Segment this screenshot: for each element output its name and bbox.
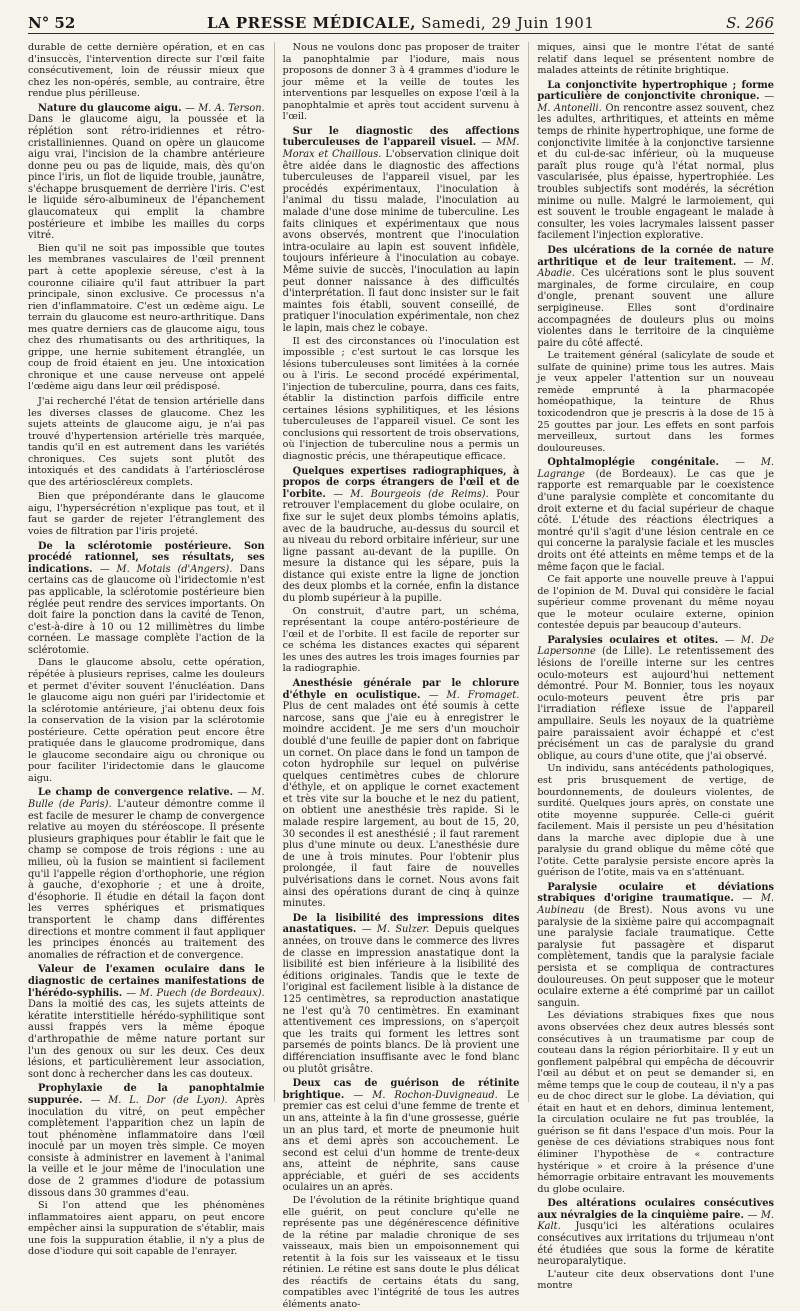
- masthead: [207, 14, 594, 32]
- article-lead: Ces ulcérations sont le plus souvent marginales, de forme circulaire, en coup d'ongle, prenant souvent une allure serpigineuse. Elles sont d'ordinaire accompagnées de douleurs plus ou moins violentes dans le territoire de la cinquième paire du côté affecté.: [537, 268, 775, 349]
- article-title: De la lisibilité des impressions dites anastatiques.: [282, 912, 520, 936]
- article-lead: (de Brest). Nous avons vu une paralysie de la sixième paire qui accompagnait une paralysie faciale traumatique. Cette paralysie fut passagère et disparut complètement, tandis que la paralysie faciale persista et se compliqua de contractures douloureuses. On peut supposer que le moteur oculaire externe a été comprimé par un caillot sanguin.: [537, 905, 775, 1009]
- article-author: — M. Fromaget.: [428, 689, 520, 701]
- article-lead: Depuis quelques années, on trouve dans le commerce des livres de classe en impression anastatique dont la lisibilité est bien inférieure à la lisibilité des éditions originales. Tandis que le texte de l'original est facilement lisible à la distance de 125 centimètres, sa reproduction anastatique ne l'est qu'à 70 centimètres. En examinant attentivement ces impressions, on s'aperçoit que les traits qui forment les lettres sont parsemés de points blancs. De là provient une différenciation insuffisante avec le fond blanc ou plutôt grisâtre.: [282, 924, 520, 1075]
- article-author: — M. Motais (d'Angers).: [99, 563, 233, 575]
- article-title: Anesthésie générale par le chlorure d'éthyle en oculistique.: [282, 677, 520, 701]
- article-author: — M. Sulzer.: [361, 924, 430, 936]
- column-2: [274, 42, 520, 1310]
- article-heading: [28, 103, 265, 242]
- article-author: — M. De Lapersonne: [537, 634, 774, 658]
- page-header: [28, 0, 774, 34]
- article-title: Sur le diagnostic des affections tuberculeuses de l'appareil visuel.: [282, 125, 520, 149]
- article-author: — M. A. Terson.: [185, 102, 265, 114]
- article-lead: Jusqu'ici les altérations oculaires consécutives aux irritations du trijumeau n'ont été étudiées que sous la forme de kératite neuroparalytique.: [537, 1221, 775, 1268]
- paragraph: L'auteur cite deux observations dont l'une montre: [537, 1268, 775, 1292]
- article-title: Valeur de l'examen oculaire dans le diagnostic de certaines manifestations de l'hérédo-syphilis.: [28, 964, 265, 999]
- article-lead: Pour retrouver l'emplacement du globe oculaire, on fixe sur le sujet deux plombs témoins aplatis, avec de la baudruche, au-dessus du sourcil et au niveau du rebord orbitaire inférieur, sur une ligne passant au-devant de la pupille. On mesure la distance qui les sépare, puis la distance qui existe entre la ligne de jonction des deux plombs et la cornée, enfin la distance du plomb supérieur à la pupille.: [282, 488, 520, 605]
- article-heading: [28, 964, 265, 1080]
- article-title: Quelques expertises radiographiques, à propos de corps étrangers de l'œil et de l'orbite.: [282, 465, 520, 500]
- column-1: [28, 42, 265, 1258]
- article-author: — MM. Morax et Chaillous.: [282, 137, 520, 161]
- article-lead: Après inoculation du vitré, on peut empêcher complètement l'apparition chez un lapin de tout phénomène inflammatoire dans l'œil inoculé par un moyen très simple. Ce moyen consiste à administrer en lavement à l'animal la veille et le jour même de l'inoculation une dose de 2 grammes d'iodure de potassium dissous dans 30 grammes d'eau.: [28, 1094, 265, 1199]
- article-lead: (de Bordeaux). Le cas que je rapporte est remarquable par le coexistence d'une paralysie complète et concomitante du droit externe et du facial supérieur de chaque côté. L'étude des réactions électriques a montré qu'il s'agit d'une lésion centrale en ce qui concerne la paralysie faciale et les muscles droits ont été atteints en même temps et de la même façon que le facial.: [537, 468, 775, 573]
- paragraph: miques, ainsi que le montre l'état de santé relatif dans lequel se présentent nombre de malades atteints de rétinite brightique.: [537, 42, 775, 77]
- article-author: — M. Lagrange: [537, 457, 775, 480]
- paragraph: De l'évolution de la rétinite brightique quand elle guérit, on peut conclure qu'elle ne représente pas une dégénérescence définitive de la rétine par maladie chronique de ses vaisseaux, mais bien un empoisonnement qui retentit à la fois sur les vaisseaux et le tissu rétinien. Le rétine est sans doute le plus délicat des réactifs de certains états du sang, compatibles avec l'intégrité de tous les autres éléments anato-: [282, 1195, 520, 1310]
- paragraph: Les déviations strabiques fixes que nous avons observées chez deux autres blessés sont consécutives à un traumatisme par coup de couteau dans la région périorbitaire. Il y eut un gonflement palpébral qui empêcha de découvrir l'œil au début et on peut se demander si, en même temps que le coup de couteau, il n'y a pas eu de choc direct sur le globe. La déviation, qui était en haut et en dehors, diminua lentement, la circulation oculaire ne fut pas troublée, la guérison se fit dans l'espace d'un mois. Pour la genèse de ces déviations strabiques nous font éliminer l'hypothèse de « contracture hystérique » et croire à la présence d'une hémorragie orbitaire entravant les mouvements du globe oculaire.: [537, 1010, 775, 1195]
- article-lead: (de Lille). Le retentissement des lésions de l'oreille interne sur les centres oculo-moteurs est aujourd'hui nettement démontré. Pour M. Bonnier, tous les noyaux oculo-moteurs peuvent être pris par l'irradiation réflexe issue de l'appareil ampullaire. Seuls les noyaux de la quatrième paire paraissaient avoir échappé et c'est précisément un cas de paralysie du grand oblique, au cours d'une otite, que j'ai observé.: [537, 646, 775, 762]
- paragraph: Nous ne voulons donc pas proposer de traiter la panophtalmie par l'iodure, mais nous proposons de donner 3 à 4 grammes d'iodure le jour même et la veille de toutes les interventions par lesquelles on expose l'œil à la panophtalmie et après tout accident survenu à l'œil.: [282, 42, 520, 123]
- article-heading: [537, 80, 774, 242]
- article-heading: [537, 1198, 774, 1268]
- paragraph: Ce fait apporte une nouvelle preuve à l'appui de l'opinion de M. Duval qui considère le facial supérieur comme provenant du même noyau que le moteur oculaire externe, opinion contestée depuis par beaucoup d'auteurs.: [537, 574, 775, 632]
- article-author: — M. Bulle (de Paris).: [28, 787, 265, 811]
- article-heading: [537, 457, 774, 573]
- article-author: — M. L. Dor (de Lyon).: [90, 1094, 228, 1106]
- article-lead: Dans la moitié des cas, les sujets atteints de kératite interstitielle hérédo-syphilitique sont aussi frappés vers la même époque d'arthropathie de même nature portant sur l'un des genoux ou sur les deux. Ces deux lésions, et particulièrement leur association, sont donc à rechercher dans les cas douteux.: [28, 999, 265, 1080]
- article-lead: L'auteur démontre comme il est facile de mesurer le champ de convergence relative au moyen du stéréoscope. Il présente plusieurs graphiques pour établir le fait que le champ se compose de trois régions : une au milieu, où la fusion se maintient si facilement qu'il l'appelle région d'orthophorie, une région à gauche, d'exophorie ; et une à droite, d'ésophorie. Il étudie en détail la façon dont les verres sphériques et prismatiques transportent le champ dans différentes directions et montre comment il faut appliquer les principes énoncés au traitement des anomalies de réfraction et de convergence.: [28, 799, 265, 961]
- paragraph: durable de cette dernière opération, et en cas d'insuccès, l'intervention directe sur l'œil faite consécutivement, loin de réussir mieux que chez les non-opérés, semble, au contraire, être rendue plus périlleuse.: [28, 42, 265, 100]
- article-title: Paralysies oculaires et otites.: [547, 634, 719, 646]
- paragraph: Il est des circonstances où l'inoculation est impossible ; c'est surtout le cas lorsque les lésions tuberculeuses sont limitées à la cornée ou à l'iris. Le second procédé expérimental, l'injection de tuberculine, pourra, dans ces faits, établir la distinction parfois difficile entre certaines lésions syphilitiques, et les lésions tuberculeuses de l'appareil visuel. Ce sont les conclusions qui ressortent de trois observations, où l'injection de tuberculine nous a permis un diagnostic précis, une thérapeutique efficace.: [282, 335, 520, 462]
- article-heading: [28, 541, 265, 657]
- paragraph: Dans le glaucome absolu, cette opération, répétée à plusieurs reprises, calme les douleurs et permet d'éviter souvent l'énucléation. Dans le glaucome aigu non guéri par l'iridectomie et la sclérotomie antérieure, j'ai obtenu deux fois la conservation de la vision par la sclérotomie postérieure. Cette opération peut encore être pratiquée dans le glaucome prodromique, dans le glaucome secondaire aigu ou chronique ou pour faciliter l'iridectomie dans le glaucome aigu.: [28, 657, 265, 784]
- article-heading: [28, 787, 265, 961]
- journal-title: LA PRESSE MÉDICALE,: [207, 14, 416, 32]
- column-3: [528, 42, 775, 1292]
- paragraph: Bien que prépondérante dans le glaucome aigu, l'hypersécrétion n'explique pas tout, et il faut se garder de rejeter l'étranglement des voies de filtration par l'iris projeté.: [28, 491, 265, 537]
- article-title: Des altérations oculaires consécutives aux névralgies de la cinquième paire.: [537, 1198, 775, 1221]
- article-author: — M. Aubineau: [537, 893, 774, 917]
- article-lead: On rencontre assez souvent, chez les adultes, arthritiques, et atteints en même temps de rhinite hypertrophique, une forme de conjonctivite limitée à la conjonctive tarsienne et du cul-de-sac inférieur, où la muqueuse paraît plus rouge qu'à l'état normal, plus vascularisée, plus épaisse, hypertrophiée. Les troubles subjectifs sont modérés, la sécrétion minime ou nulle. Malgré le larmoiement, qui est souvent le trouble engageant le malade à consulter, les voies lacrymales laissent passer facilement l'injection explorative.: [537, 102, 775, 242]
- paragraph: On construit, d'autre part, un schéma, représentant la coupe antéro-postérieure de l'œil et de l'orbite. Il est facile de reporter sur ce schéma les distances exactes qui séparent les unes des autres les trois images fournies par la radiographie.: [282, 605, 520, 675]
- article-lead: Le premier cas est celui d'une femme de trente et un ans, atteinte à la fin d'une grossesse, guérie un an plus tard, et morte de pneumonie huit ans et demi après son accouchement. Le second est celui d'un homme de trente-deux ans, atteint de néphrite, sans cause appréciable, et guéri de ses accidents oculaires un an après.: [282, 1089, 520, 1194]
- article-title: Le champ de convergence relative.: [38, 787, 234, 799]
- paragraph: Un individu, sans antécédents pathologiques, est pris brusquement de vertige, de bourdonnements, de douleurs violentes, de surdité. Quelques jours après, on constate une otite moyenne suppurée. Celle-ci guérit facilement. Mais il persiste un peu d'hésitation dans la marche avec diplopie due à une paralysie du grand oblique du même côté que l'otite. Cette paralysie persiste encore après la guérison de l'otite, mais va en s'atténuant.: [537, 763, 775, 879]
- article-title: Paralysie oculaire et déviations strabiques d'origine traumatique.: [537, 881, 775, 905]
- paragraph: Le traitement général (salicylate de soude et sulfate de quinine) prime tous les autres. Mais je veux appeler l'attention sur un nouveau remède emprunté à la pharmacopée homéopathique, la teinture de Rhus toxicodendron que je prescris à la dose de 15 à 25 gouttes par jour. Les effets en sont parfois merveilleux, surtout dans les formes douloureuses.: [537, 350, 775, 454]
- article-author: — M. Abadie.: [537, 256, 775, 280]
- article-heading: [283, 678, 520, 910]
- article-heading: [283, 126, 520, 335]
- issue-date: Samedi, 29 Juin 1901: [421, 14, 595, 32]
- article-lead: L'observation clinique doit être aidée dans le diagnostic des affections tuberculeuses de l'appareil visuel, par les procédés expérimentaux, l'inoculation à l'animal du tissu malade, l'inoculation au malade d'une dose minime de tuberculine. Les faits cliniques et expérimentaux que nous avons observés, montrent que l'inoculation intra-oculaire au lapin est souvent infidèle, toujours inférieure à l'inoculation au cobaye. Même suivie de succès, l'inoculation au lapin peut donner naissance à des difficultés d'interprétation. Il faut donc insister sur le fait maintes fois établi, souvent conseillé, de pratiquer l'inoculation expérimentale, non chez le lapin, mais chez le cobaye.: [282, 149, 520, 334]
- article-author: — M. Rochon-Duvigneaud.: [353, 1089, 498, 1101]
- article-title: Des ulcérations de la cornée de nature arthritique et de leur traitement.: [537, 244, 775, 268]
- article-lead: Plus de cent malades ont été soumis à cette narcose, sans que j'aie eu à enregistrer le moindre accident. Je me sers d'un mouchoir doublé d'une feuille de papier dont on fabrique un cornet. On place dans le fond un tampon de coton hydrophile sur lequel on pulvérise quelques centimètres cubes de chlorure d'éthyle, et on applique le cornet exactement et très vite sur la bouche et le nez du patient, on obtient une anesthésie très rapide. Si le malade respire largement, au bout de 15, 20, 30 secondes il est anesthésié ; il faut rarement plus d'une minute ou deux. L'anesthésie dure de une à trois minutes. Pour l'obtenir plus prolongée, il faut faire de nouvelles pulvérisations dans le cornet. Nous avons fait ainsi des opérations durant de cinq à quinze minutes.: [282, 701, 520, 910]
- article-lead: Dans certains cas de glaucome où l'iridectomie n'est pas applicable, la sclérotomie postérieure bien réglée peut rendre des services importants. On doit faire la ponction dans la cavité de Tenon, c'est-à-dire à 10 ou 12 millimètres du limbe cornéen. Le massage complète l'action de la sclérotomie.: [28, 563, 265, 656]
- article-heading: [28, 1083, 265, 1199]
- article-heading: [283, 1078, 520, 1194]
- article-author: — M. Antonelli.: [537, 91, 774, 114]
- page-number: S. 266: [726, 14, 774, 32]
- article-heading: [283, 913, 520, 1075]
- article-heading: [537, 245, 774, 349]
- article-title: Prophylaxie de la panophtalmie suppurée.: [28, 1083, 265, 1106]
- issue-number: N° 52: [28, 14, 76, 32]
- article-author: — M. Puech (de Bordeaux).: [126, 987, 265, 999]
- article-heading: [537, 635, 774, 763]
- article-heading: [537, 882, 774, 1010]
- article-lead: Dans le glaucome aigu, la poussée et la réplétion sont rétro-iridiennes et rétro-cristalliniennes. Quand on opère un glaucome aigu vrai, l'incision de la chambre antérieure donne peu ou pas de liquide, mais, dès qu'on pince l'iris, un flot de liquide trouble, jaunâtre, s'échappe brusquement de derrière l'iris. C'est le liquide séro-albumineux de l'épanchement glaucomateux qui emplit la chambre postérieure et imbibe les mailles du corps vitré.: [28, 114, 265, 242]
- article-title: De la sclérotomie postérieure. Son procédé rationnel, ses résultats, ses indications.: [28, 540, 265, 575]
- article-heading: [283, 466, 520, 605]
- paragraph: Bien qu'il ne soit pas impossible que toutes les membranes vasculaires de l'œil prennent part à cette apoplexie séreuse, c'est à la couronne ciliaire qu'il faut attribuer la part principale, sinon exclusive. Ce processus n'a rien d'inflammatoire. C'est un œdème aigu. Le terrain du glaucome est neuro-arthritique. Dans mes quatre derniers cas de glaucome aigu, tous chez des rhumatisants ou des arthritiques, la grippe, une hernie subitement étranglée, un coup de froid étaient en jeu. Une intoxication chronique et une cause nerveuse ont appelé l'œdème aigu dans leur œil prédisposé.: [28, 242, 265, 393]
- article-author: — M. Kalt.: [537, 1209, 774, 1233]
- article-title: Ophtalmoplégie congénitale.: [547, 457, 719, 469]
- paragraph: Si l'on attend que les phénomènes inflammatoires aient apparu, on peut encore empêcher ainsi la suppuration de s'établir, mais une fois la suppuration établie, il n'y a plus de dose d'iodure qui soit capable de l'enrayer.: [28, 1200, 265, 1258]
- paragraph: J'ai recherché l'état de tension artérielle dans les diverses classes de glaucome. Chez les sujets atteints de glaucome aigu, je n'ai pas trouvé d'hypertension artérielle très marquée, tandis qu'il en est autrement dans les variétés chroniques. Ces sujets sont plutôt des intoxiqués et des candidats à l'artériosclérose que des artérioscléreux complets.: [28, 395, 265, 488]
- article-title: La conjonctivite hypertrophique ; forme particulière de conjonctivite chronique.: [537, 79, 775, 103]
- article-title: Deux cas de guérison de rétinite brightique.: [282, 1078, 520, 1101]
- text-columns: [28, 42, 775, 1310]
- article-author: — M. Bourgeois (de Reims).: [333, 488, 489, 500]
- article-title: Nature du glaucome aigu.: [38, 102, 182, 114]
